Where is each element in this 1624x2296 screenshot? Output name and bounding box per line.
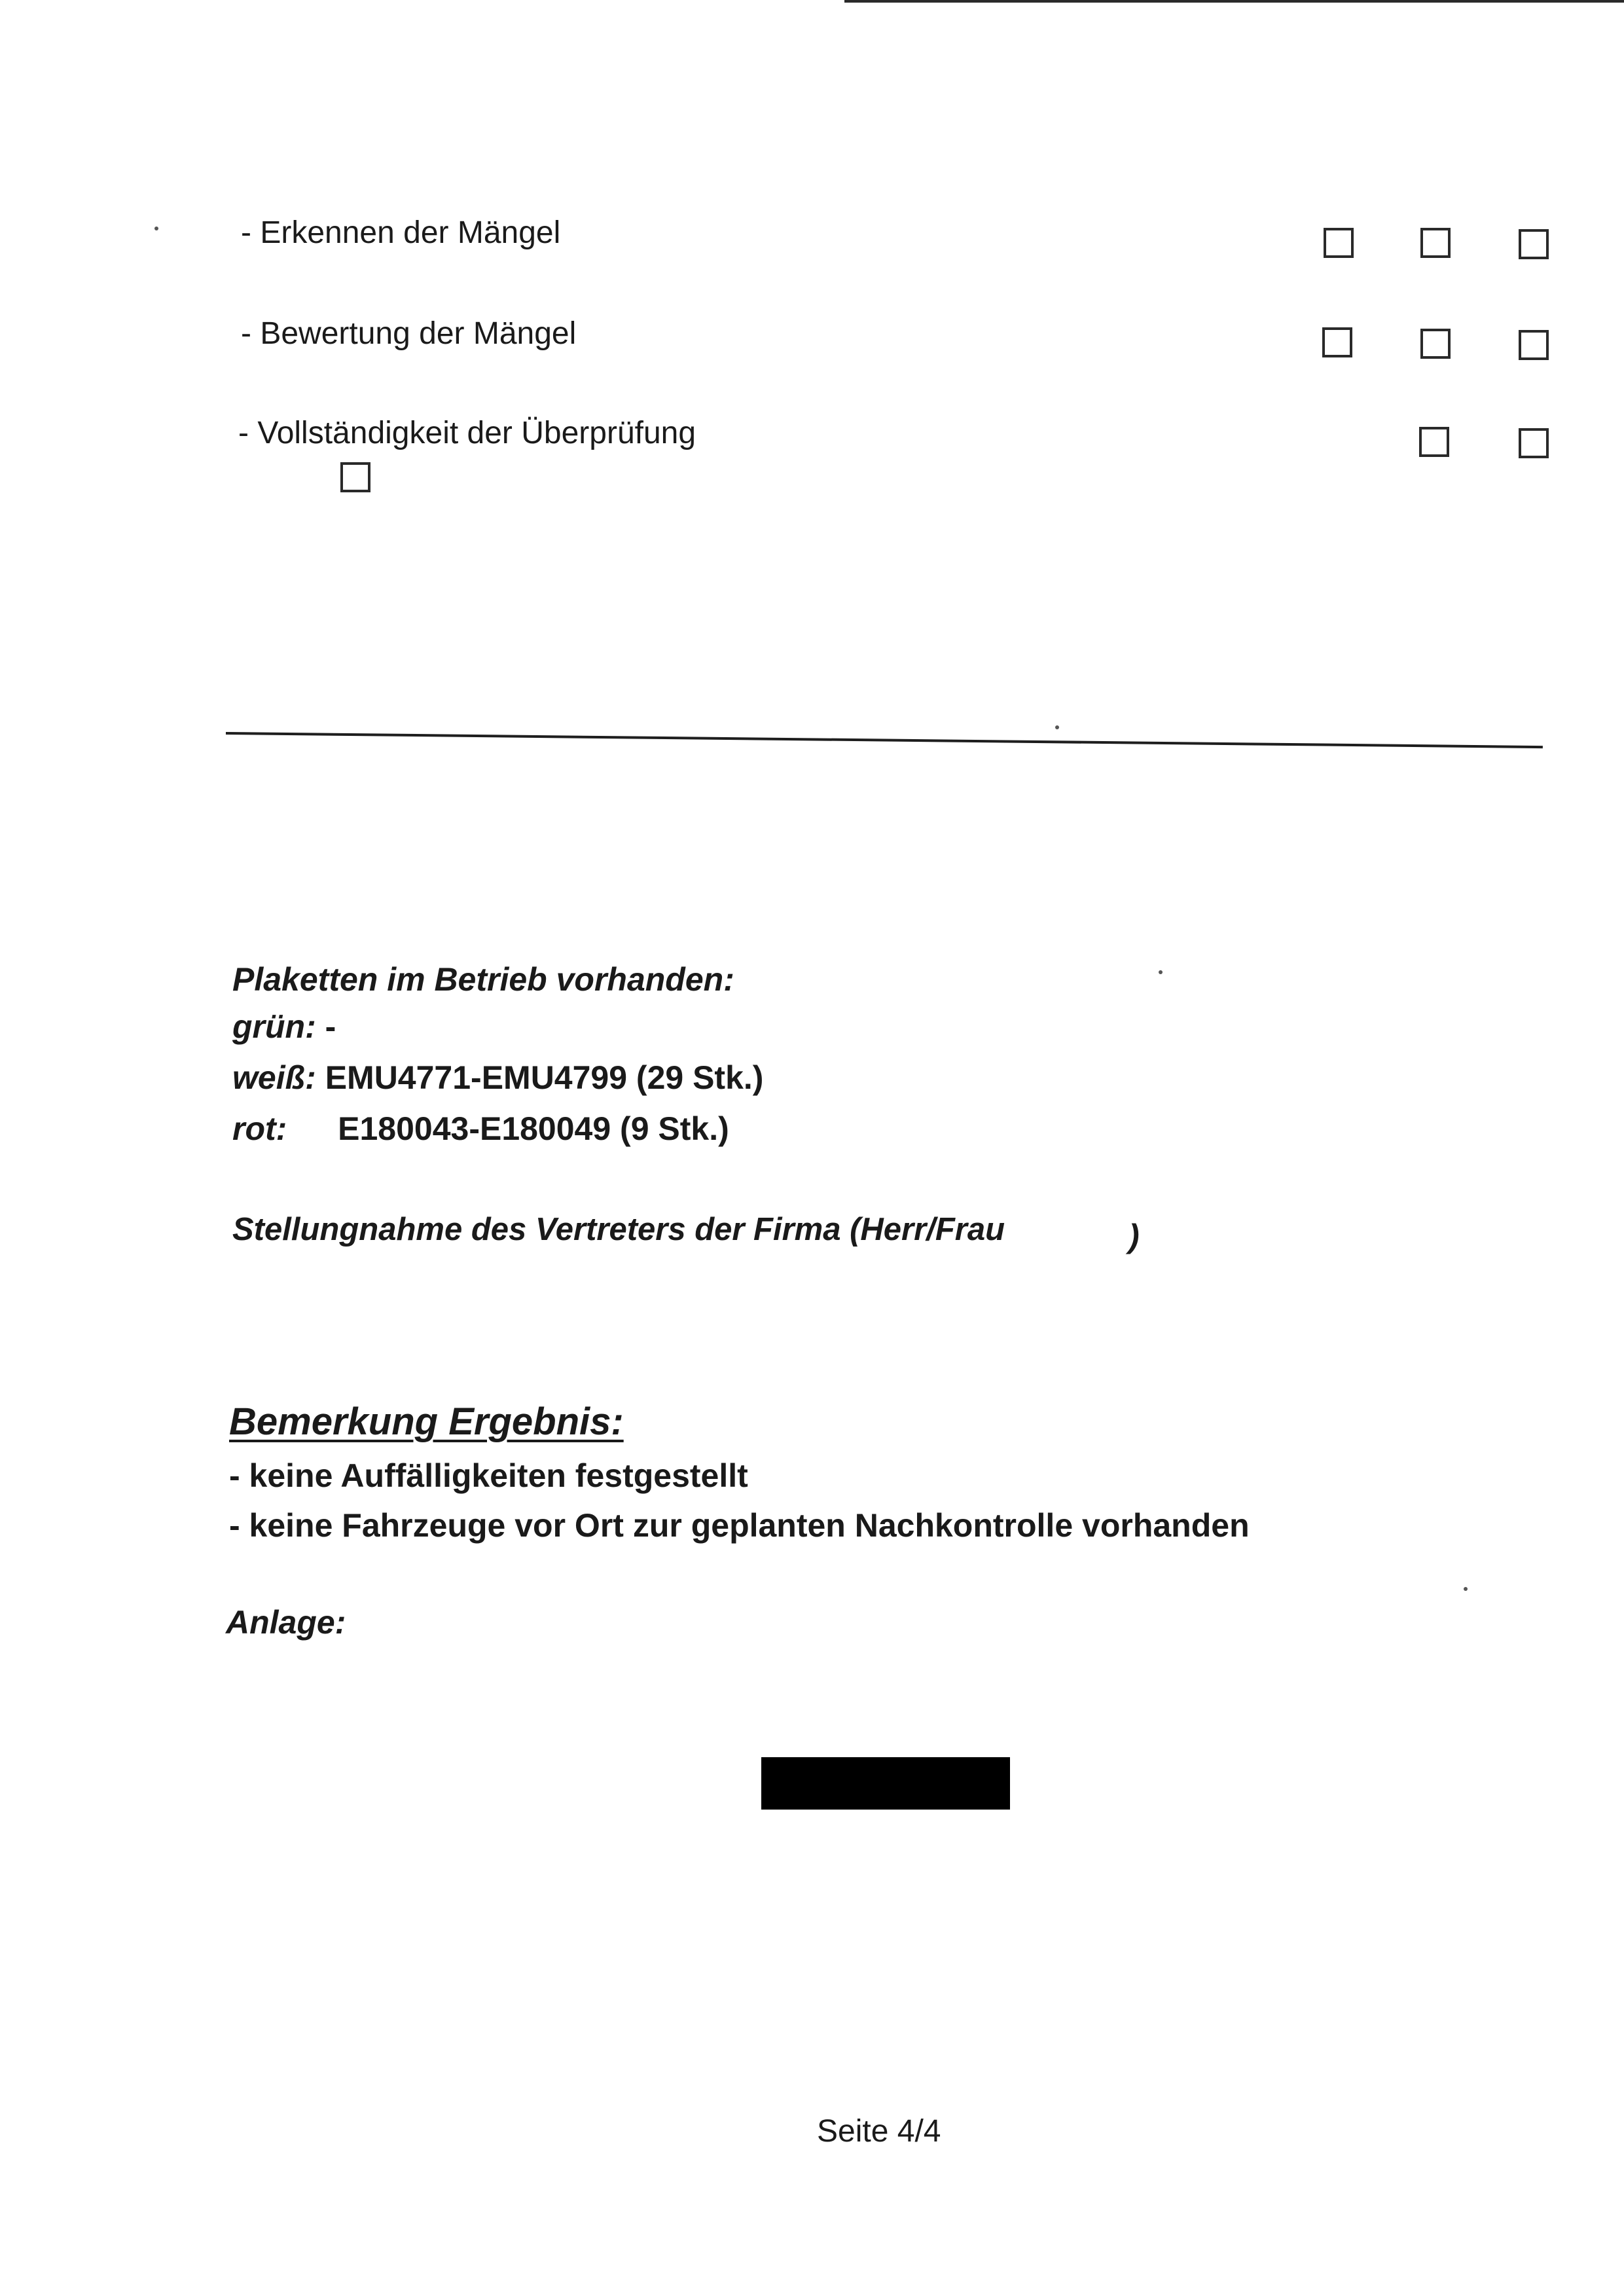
top-edge-line	[844, 0, 1624, 3]
checkbox-vollstaendigkeit-2[interactable]	[1419, 427, 1449, 457]
plaketten-heading: Plaketten im Betrieb vorhanden:	[232, 961, 734, 998]
scan-speck	[1159, 970, 1163, 974]
attachment-label: Anlage:	[226, 1604, 346, 1641]
scan-speck	[1055, 725, 1059, 729]
criterion-label-bewertung: - Bewertung der Mängel	[241, 316, 577, 351]
statement-closing-paren: )	[1128, 1218, 1140, 1254]
plaketten-gruen-line	[232, 1007, 336, 1046]
plaketten-weiss-value: EMU4771-EMU4799 (29 Stk.)	[325, 1059, 764, 1096]
plaketten-weiss-line	[232, 1058, 763, 1097]
checkbox-vollstaendigkeit-1[interactable]	[340, 462, 370, 492]
checkbox-bewertung-3[interactable]	[1519, 330, 1549, 360]
checkbox-erkennen-2[interactable]	[1420, 228, 1451, 258]
scan-speck	[1464, 1587, 1468, 1591]
plaketten-gruen-value: -	[325, 1008, 336, 1045]
remark-item: - keine Fahrzeuge vor Ort zur geplanten Nachkontrolle vorhanden	[229, 1507, 1250, 1544]
plaketten-gruen-label: grün:	[232, 1008, 316, 1045]
page-number: Seite 4/4	[817, 2114, 941, 2149]
scan-speck	[154, 227, 158, 230]
remarks-heading: Bemerkung Ergebnis:	[229, 1400, 624, 1443]
checkbox-erkennen-3[interactable]	[1519, 229, 1549, 259]
section-divider	[226, 732, 1543, 748]
remark-item: - keine Auffälligkeiten festgestellt	[229, 1457, 748, 1494]
checkbox-bewertung-2[interactable]	[1420, 329, 1451, 359]
checkbox-erkennen-1[interactable]	[1324, 228, 1354, 258]
plaketten-rot-line	[232, 1109, 729, 1148]
redaction-bar	[761, 1757, 1010, 1810]
checkbox-bewertung-1[interactable]	[1322, 327, 1352, 357]
checkbox-vollstaendigkeit-3[interactable]	[1519, 428, 1549, 458]
plaketten-rot-label: rot:	[232, 1110, 287, 1147]
plaketten-rot-value: E180043-E180049 (9 Stk.)	[338, 1110, 729, 1147]
criterion-label-erkennen: - Erkennen der Mängel	[241, 215, 561, 250]
criterion-label-vollstaendigkeit: - Vollständigkeit der Überprüfung	[238, 416, 696, 450]
plaketten-weiss-label: weiß:	[232, 1059, 316, 1096]
statement-text: Stellungnahme des Vertreters der Firma (Herr/Frau	[232, 1212, 1005, 1247]
